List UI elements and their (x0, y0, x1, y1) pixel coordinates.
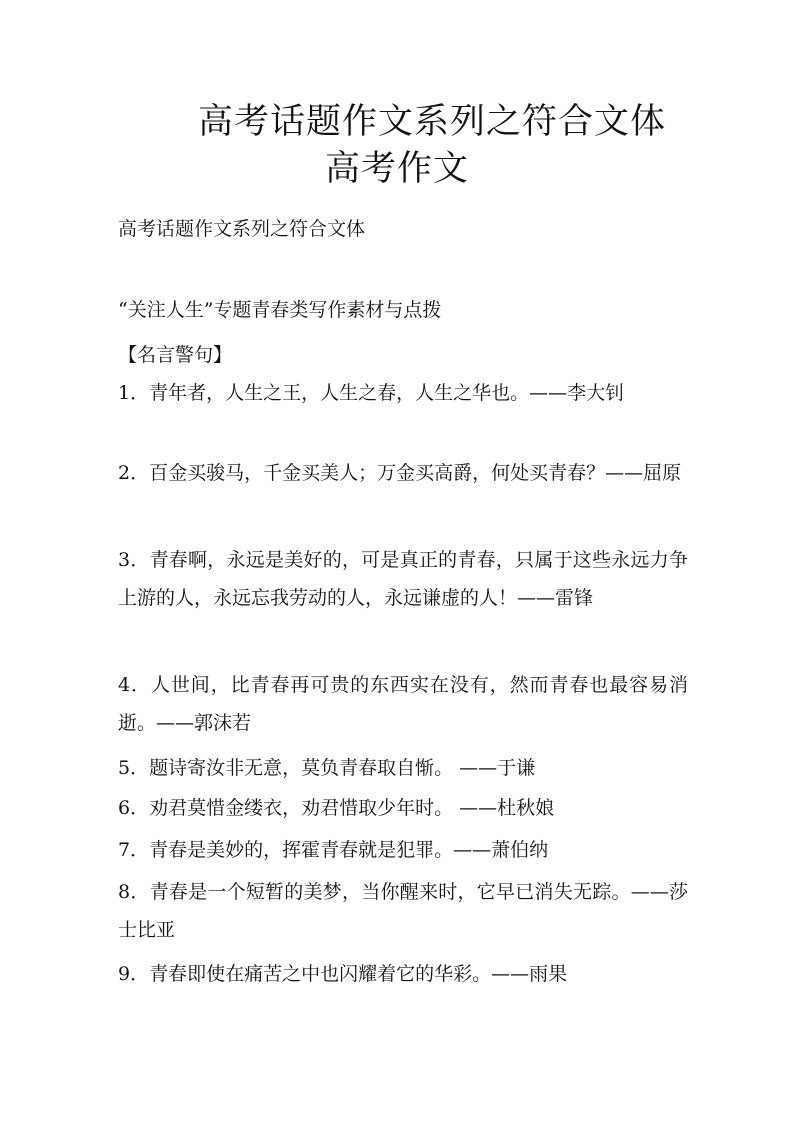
section-heading: 【名言警句】 (118, 344, 233, 366)
quote-item: 1．青年者，人生之王，人生之春，人生之华也。——李大钊 (118, 382, 625, 404)
document-subtitle: 高考话题作文系列之符合文体 (118, 218, 366, 240)
quote-item: 8．青春是一个短暂的美梦，当你醒来时，它早已消失无踪。——莎士比亚 (118, 881, 688, 941)
topic-heading: “关注人生”专题青春类写作素材与点拨 (118, 299, 442, 321)
quote-item: 3．青春啊，永远是美好的，可是真正的青春，只属于这些永远力争上游的人，永远忘我劳动的人，永远谦虚的人！——雷锋 (118, 549, 688, 609)
quote-item: 7．青春是美妙的，挥霍青春就是犯罪。——萧伯纳 (118, 839, 549, 861)
quote-item: 5．题诗寄汝非无意，莫负青春取自惭。 ——于谦 (118, 757, 536, 779)
document-title-line-1: 高考话题作文系列之符合文体 (197, 102, 666, 142)
quote-item: 9．青春即使在痛苦之中也闪耀着它的华彩。——雨果 (118, 963, 568, 985)
quote-item: 2．百金买骏马，千金买美人；万金买高爵，何处买青春？——屈原 (118, 462, 682, 484)
quote-item: 4．人世间，比青春再可贵的东西实在没有，然而青春也最容易消逝。——郭沫若 (118, 674, 688, 734)
document-title-line-2: 高考作文 (324, 149, 469, 189)
quote-item: 6．劝君莫惜金缕衣，劝君惜取少年时。 ——杜秋娘 (118, 797, 555, 819)
